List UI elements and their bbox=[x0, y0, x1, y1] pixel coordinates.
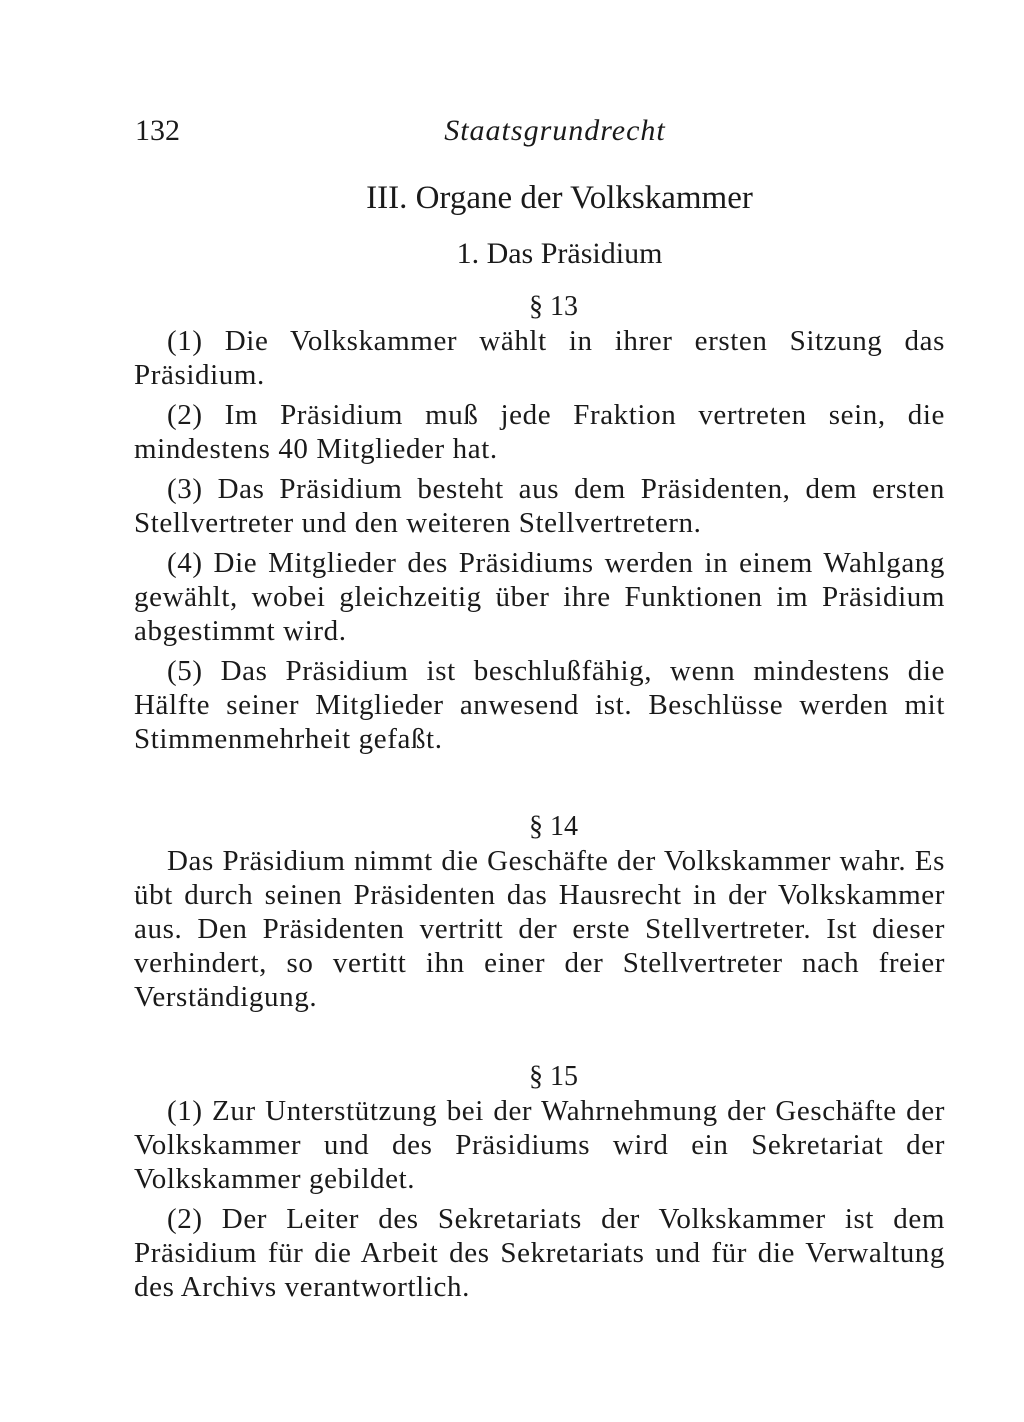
section-14-paragraph-1: Das Präsidium nimmt die Geschäfte der Volkskammer wahr. Es übt durch seinen Präsidenten das Hausrecht in der Volkskammer aus. Den Präsidenten vertritt der erste Stellvertreter. Ist dieser verhindert, so vertitt ihn einer der Stellvertreter nach freier Verständigung. bbox=[134, 845, 945, 1013]
page-header bbox=[135, 114, 945, 154]
sub-heading: 1. Das Präsidium bbox=[456, 237, 663, 270]
section-15-paragraph-2: (2) Der Leiter des Sekretariats der Volkskammer ist dem Präsidium für die Arbeit des Sekretariats und für die Verwaltung des Archivs verantwortlich. bbox=[134, 1203, 945, 1303]
section-15-heading: § 15 bbox=[529, 1061, 578, 1092]
chapter-heading: III. Organe der Volkskammer bbox=[366, 180, 753, 216]
body-text bbox=[134, 178, 945, 1304]
section-15-paragraph-1: (1) Zur Unterstützung bei der Wahrnehmung der Geschäfte der Volkskammer und des Präsidiums wird ein Sekretariat der Volkskammer gebildet. bbox=[134, 1095, 945, 1195]
section-13-paragraph-5: (5) Das Präsidium ist beschlußfähig, wenn mindestens die Hälfte seiner Mitglieder anwesend ist. Beschlüsse werden mit Stimmenmehrheit gefaßt. bbox=[134, 655, 945, 755]
running-title: Staatsgrundrecht bbox=[444, 114, 666, 147]
section-13-paragraph-2: (2) Im Präsidium muß jede Fraktion vertreten sein, die mindestens 40 Mitglieder hat. bbox=[134, 399, 945, 465]
section-14-heading: § 14 bbox=[529, 811, 578, 842]
section-13-paragraph-3: (3) Das Präsidium besteht aus dem Präsidenten, dem ersten Stellvertreter und den weiteren Stellvertretern. bbox=[134, 473, 945, 539]
page-number: 132 bbox=[135, 114, 180, 147]
section-13-paragraph-1: (1) Die Volkskammer wählt in ihrer ersten Sitzung das Präsidium. bbox=[134, 325, 945, 391]
section-13-paragraph-4: (4) Die Mitglieder des Präsidiums werden in einem Wahlgang gewählt, wobei gleichzeitig über ihre Funktionen im Präsidium abgestimmt wird. bbox=[134, 547, 945, 647]
section-13-heading: § 13 bbox=[529, 291, 578, 322]
